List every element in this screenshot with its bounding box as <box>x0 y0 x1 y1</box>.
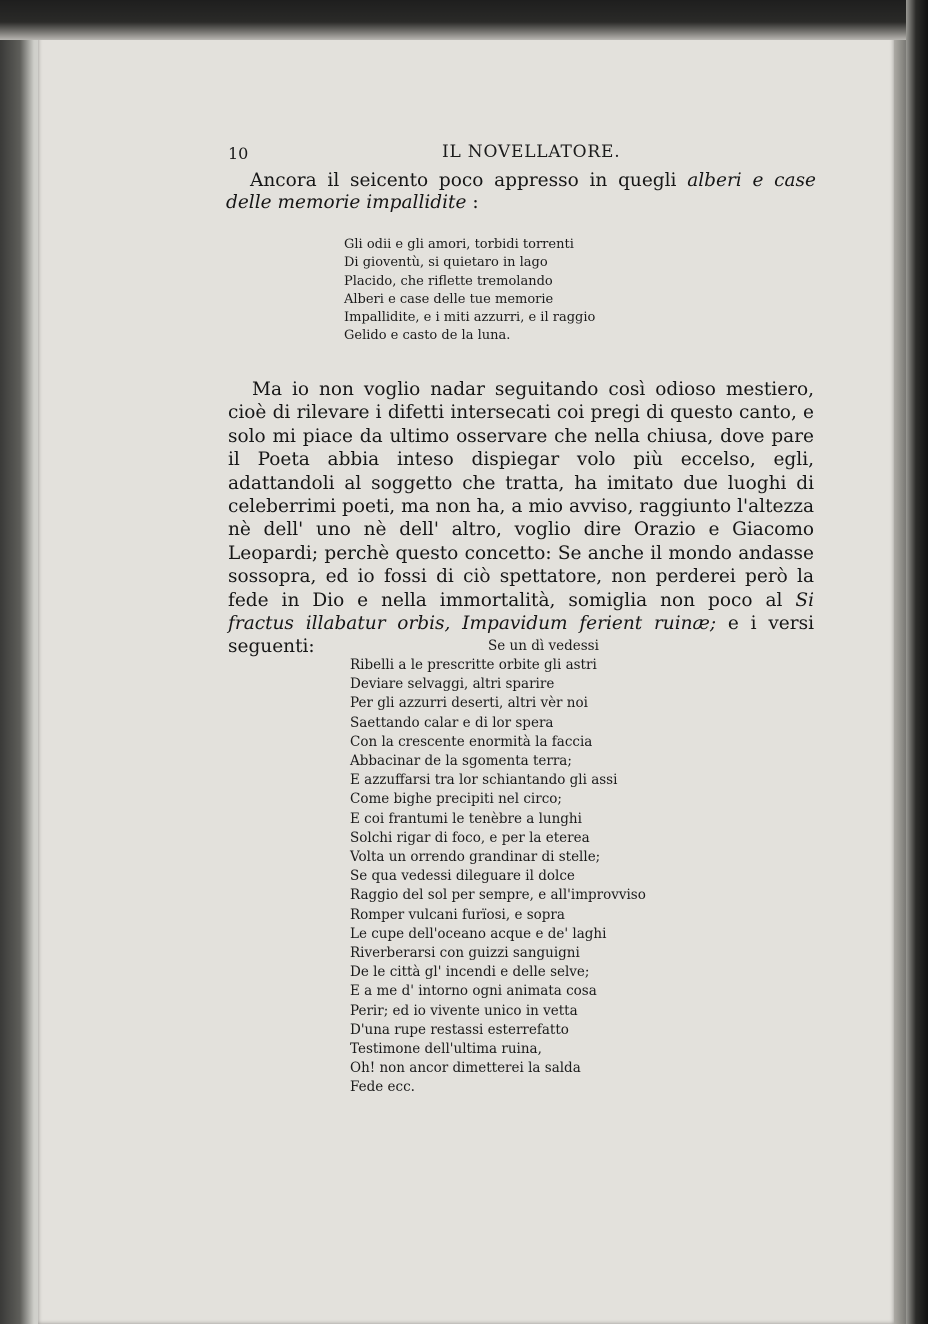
poem-line: De le città gl' incendi e delle selve; <box>350 964 590 981</box>
scan-right-edge <box>906 0 928 1324</box>
poem-quote-1 <box>344 236 724 346</box>
poem-line: Deviare selvaggi, altri sparire <box>350 676 555 693</box>
poem-line: E coi frantumi le tenèbre a lunghi <box>350 810 582 827</box>
poem-line: E a me d' intorno ogni animata cosa <box>350 983 597 1000</box>
scan-top-edge <box>0 0 928 40</box>
poem-line: Raggio del sol per sempre, e all'improvviso <box>350 887 646 904</box>
poem-line: Impallidite, e i miti azzurri, e il raggio <box>344 310 596 326</box>
poem-line: Gelido e casto de la luna. <box>344 328 511 344</box>
running-title: IL NOVELLATORE. <box>442 142 621 162</box>
page-header <box>228 138 658 168</box>
intro-text-after: : <box>466 192 479 213</box>
poem-2-first-line: Se un dì vedessi <box>488 638 599 654</box>
main-paragraph <box>228 378 814 659</box>
intro-italic: alberi e case delle memorie impallidite <box>226 170 816 213</box>
main-text-after: e i versi seguenti: <box>228 613 814 658</box>
poem-line: Solchi rigar di foco, e per la eterea <box>350 829 590 846</box>
poem-line: Gli odii e gli amori, torbidi torrenti <box>344 237 574 252</box>
poem-line: Riverberarsi con guizzi sanguigni <box>350 945 580 962</box>
poem-line: Come bighe precipiti nel circo; <box>350 791 562 808</box>
poem-line: Alberi e case delle tue memorie <box>344 291 554 307</box>
poem-line: Abbacinar de la sgomenta terra; <box>350 753 572 770</box>
main-italic: Si fractus illabatur orbis, Impavidum ferient ruinæ; <box>228 589 814 635</box>
poem-line: Testimone dell'ultima ruina, <box>350 1041 542 1058</box>
poem-line: D'una rupe restassi esterrefatto <box>350 1021 569 1038</box>
main-text: Ma io non voglio nadar seguitando così odioso mestiero, cioè di rilevare i difetti intersecati coi pregi di questo canto, e solo mi piace da ultimo osservare che nella chiusa, dove pare il Poeta abbia inteso dispiegar volo più eccelso, egli, adattandoli al soggetto che tratta, ha imitato due luoghi di celeberrimi poeti, ma non ha, a mio avviso, raggiunto l'altezza nè dell' uno nè dell' altro, voglio dire Orazio e Giacomo Leopardi; perchè questo concetto: Se anche il mondo andasse sossopra, ed io fossi di ciò spettatore, non perderei però la fede in Dio e nella immortalità, somiglia non poco al <box>228 379 814 611</box>
poem-line: Ribelli a le prescritte orbite gli astri <box>350 657 597 673</box>
poem-line: Per gli azzurri deserti, altri vèr noi <box>350 695 588 712</box>
intro-paragraph <box>226 170 816 214</box>
poem-line: Perir; ed io vivente unico in vetta <box>350 1002 578 1019</box>
poem-line: Fede ecc. <box>350 1079 415 1096</box>
poem-line: Di gioventù, si quietaro in lago <box>344 255 548 271</box>
page-number: 10 <box>228 144 249 163</box>
poem-line: E azzuffarsi tra lor schiantando gli assi <box>350 772 618 789</box>
poem-line: Con la crescente enormità la faccia <box>350 733 593 750</box>
poem-line: Romper vulcani furïosi, e sopra <box>350 906 565 923</box>
poem-line: Volta un orrendo grandinar di stelle; <box>350 849 601 866</box>
poem-line: Le cupe dell'oceano acque e de' laghi <box>350 925 607 942</box>
poem-line: Saettando calar e di lor spera <box>350 714 554 731</box>
poem-quote-2 <box>350 656 770 1098</box>
intro-text: Ancora il seicento poco appresso in quegli <box>250 170 688 191</box>
poem-line: Oh! non ancor dimetterei la salda <box>350 1060 581 1077</box>
poem-line: Se qua vedessi dileguare il dolce <box>350 868 575 885</box>
poem-line: Placido, che riflette tremolando <box>344 273 553 289</box>
